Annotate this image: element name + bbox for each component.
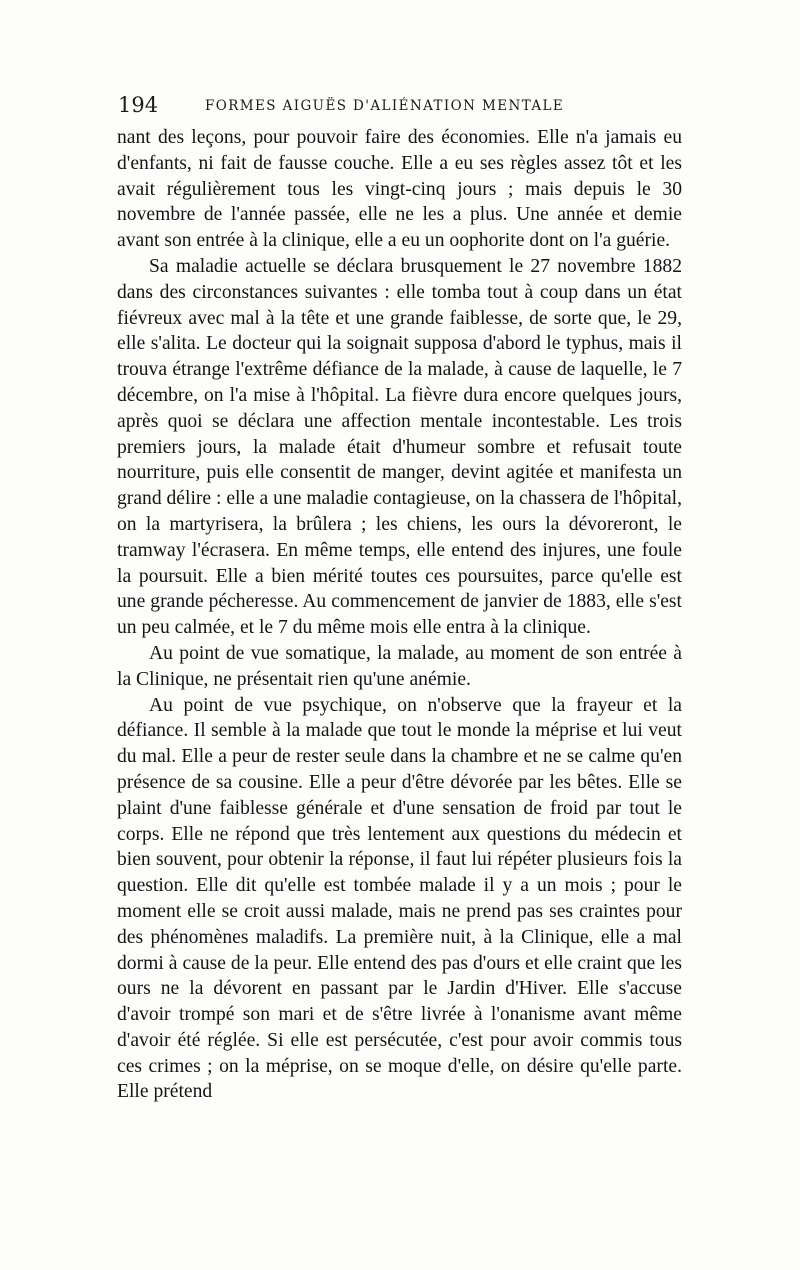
running-title: FORMES AIGUËS D'ALIÉNATION MENTALE [205, 98, 565, 114]
paragraph-somatic: Au point de vue somatique, la malade, au moment de son entrée à la Clinique, ne présentait rien qu'une anémie. [117, 642, 682, 690]
paragraph-continued: nant des leçons, pour pouvoir faire des économies. Elle n'a jamais eu d'enfants, ni fait de fausse couche. Elle a eu ses règles assez tôt et les avait régulièrement tous les vingt-cinq jours ; mais depuis le 30 novembre de l'année passée, elle ne les a plus. Une année et demie avant son entrée à la clinique, elle a eu un oophorite dont on l'a guérie. [117, 127, 682, 252]
running-head [118, 90, 680, 120]
page-number: 194 [118, 93, 159, 117]
paragraph-onset: Sa maladie actuelle se déclara brusquement le 27 novembre 1882 dans des circonstances suivantes : elle tomba tout à coup dans un état fiévreux avec mal à la tête et une grande faiblesse, de sorte que, le 29, elle s'alita. Le docteur qui la soignait supposa d'abord le typhus, mais il trouva étrange l'extrême défiance de la malade, à cause de laquelle, le 7 décembre, on l'a mise à l'hôpital. La fièvre dura encore quelques jours, après quoi se déclara une affection mentale incontestable. Les trois premiers jours, la malade était d'humeur sombre et refusait toute nourriture, puis elle consentit de manger, devint agitée et manifesta un grand délire : elle a une maladie contagieuse, on la chassera de l'hôpital, on la martyrisera, la brûlera ; les chiens, les ours la dévoreront, le tramway l'écrasera. En même temps, elle entend des injures, une foule la poursuit. Elle a bien mérité toutes ces poursuites, parce qu'elle est une grande pécheresse. Au commencement de janvier de 1883, elle s'est un peu calmée, et le 7 du même mois elle entra à la clinique. [117, 255, 682, 639]
body-text [117, 125, 682, 1105]
paragraph-psychic: Au point de vue psychique, on n'observe que la frayeur et la défiance. Il semble à la malade que tout le monde la méprise et lui veut du mal. Elle a peur de rester seule dans la chambre et ne se calme qu'en présence de sa cousine. Elle a peur d'être dévorée par les bêtes. Elle se plaint d'une faiblesse générale et d'une sensation de froid par tout le corps. Elle ne répond que très lentement aux questions du médecin et bien souvent, pour obtenir la réponse, il faut lui répéter plusieurs fois la question. Elle dit qu'elle est tombée malade il y a un mois ; pour le moment elle se croit aussi malade, mais ne prend pas ses craintes pour des phénomènes maladifs. La première nuit, à la Clinique, elle a mal dormi à cause de la peur. Elle entend des pas d'ours et elle craint que les ours ne la dévorent en passant par le Jardin d'Hiver. Elle s'accuse d'avoir trompé son mari et de s'être livrée à l'onanisme avant même d'avoir été réglée. Si elle est persécutée, c'est pour avoir commis tous ces crimes ; on la méprise, on se moque d'elle, on désire qu'elle parte. Elle prétend [117, 694, 682, 1103]
